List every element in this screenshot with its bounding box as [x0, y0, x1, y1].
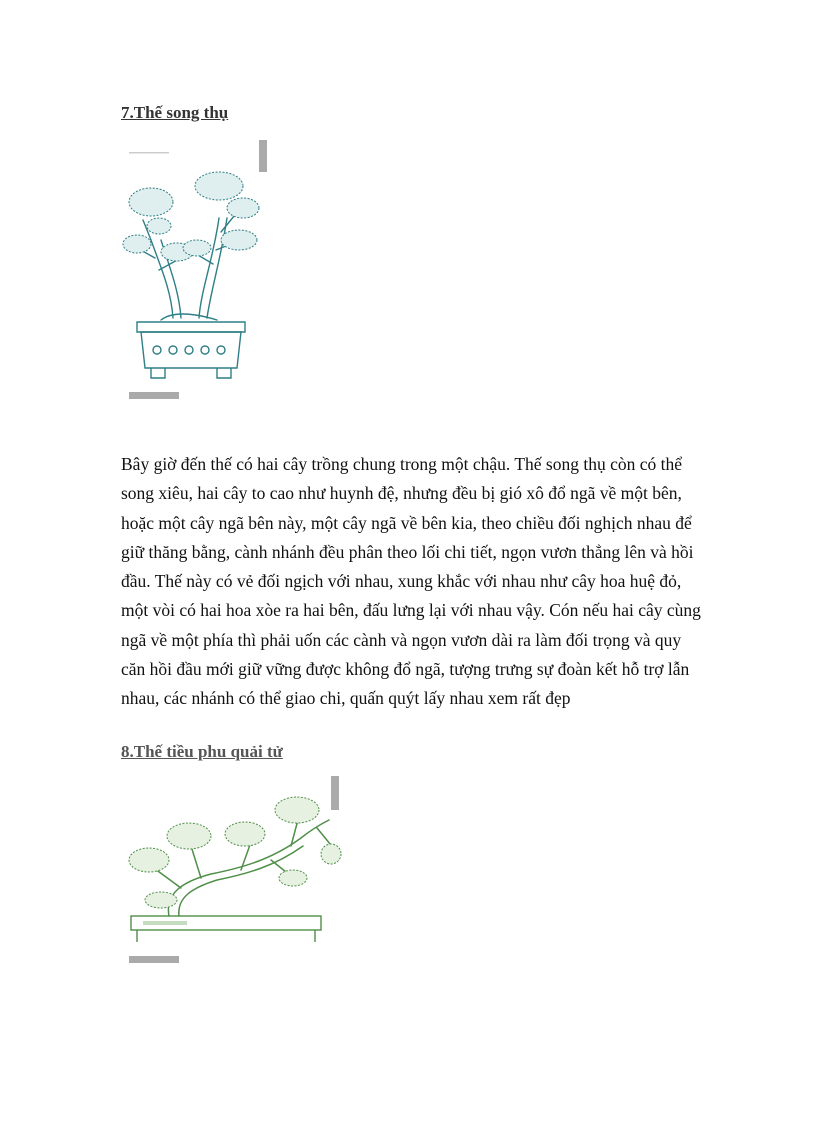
- section-7-paragraph: [121, 450, 711, 714]
- paragraph-line: một vòi có hai hoa xòe ra hai bên, đấu lưng lại với nhau vậy. Cón nếu hai cây cùng: [121, 600, 701, 621]
- paragraph-line: ngã về một phía thì phải uốn các cành và ngọn vươn dài ra làm đối trọng và quy: [121, 629, 682, 650]
- paragraph-line: Bây giờ đến thế có hai cây trồng chung trong một chậu. Thế song thụ còn có thể: [121, 454, 683, 474]
- section-8-heading: 8.Thế tiều phu quải tử: [121, 742, 283, 761]
- paragraph-line: song xiêu, hai cây to cao như huynh đệ, nhưng đều bị gió xô đổ ngã về một bên,: [121, 483, 682, 504]
- paragraph-line: hoặc một cây ngã bên này, một cây ngã về bên kia, theo chiều đối nghịch nhau để: [121, 512, 692, 533]
- cascade-bonsai-icon: [121, 776, 343, 966]
- twin-tree-bonsai-icon: [121, 140, 271, 402]
- paragraph-line: giữ thăng bằng, cành nhánh đều phân theo lối chi tiết, ngọn vươn thẳng lên và hồi: [121, 541, 694, 562]
- section-7-heading: 7.Thế song thụ: [121, 103, 229, 122]
- paragraph-line: đầu. Thế này có vẻ đối ngịch với nhau, xung khắc với nhau như cây hoa huệ đỏ,: [121, 571, 682, 592]
- paragraph-line: căn hồi đầu mới giữ vững được không đổ ngã, tượng trưng sự đoàn kết hỗ trợ lẫn: [121, 659, 690, 680]
- paragraph-line: nhau, các nhánh có thể giao chi, quấn quýt lấy nhau xem rất đẹp: [121, 688, 571, 709]
